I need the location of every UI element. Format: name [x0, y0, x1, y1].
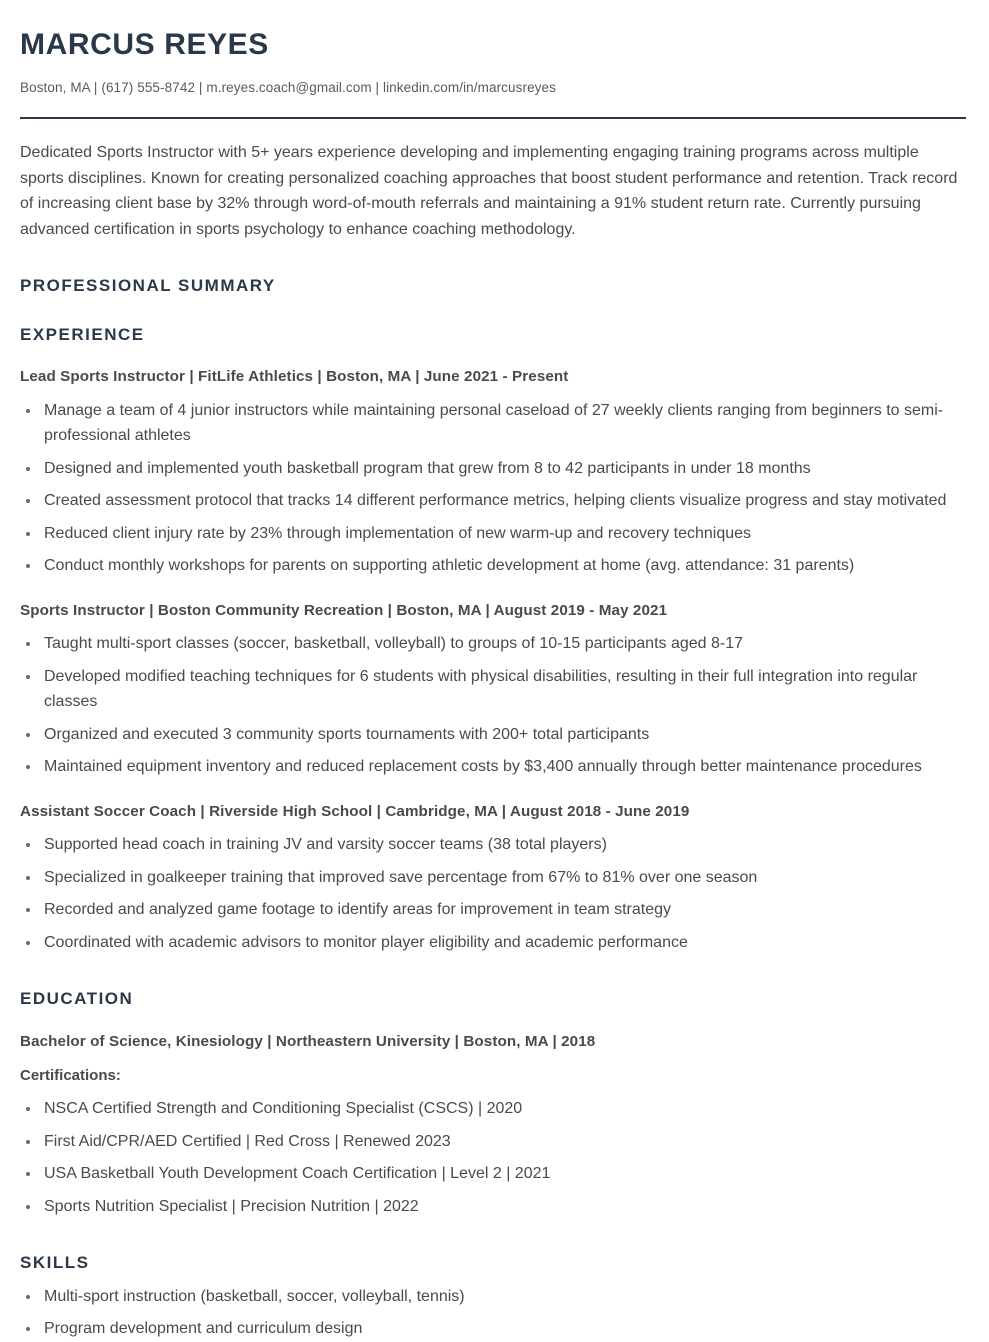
list-item: Program development and curriculum design	[20, 1316, 964, 1342]
experience-entry-title: Lead Sports Instructor | FitLife Athletics | Boston, MA | June 2021 - Present	[20, 368, 569, 386]
list-item: Designed and implemented youth basketball program that grew from 8 to 42 participants in under 18 months	[20, 456, 964, 482]
list-item: Sports Nutrition Specialist | Precision Nutrition | 2022	[20, 1194, 964, 1220]
certifications-label: Certifications:	[20, 1067, 121, 1085]
experience-entry-title: Assistant Soccer Coach | Riverside High School | Cambridge, MA | August 2018 - June 2019	[20, 802, 690, 820]
experience-bullet-list	[20, 398, 966, 579]
experience-entry-title: Sports Instructor | Boston Community Recreation | Boston, MA | August 2019 - May 2021	[20, 601, 668, 619]
list-item: Coordinated with academic advisors to monitor player eligibility and academic performance	[20, 930, 964, 956]
experience-bullet-list	[20, 832, 966, 955]
list-item: Supported head coach in training JV and varsity soccer teams (38 total players)	[20, 832, 964, 858]
list-item: Multi-sport instruction (basketball, soccer, volleyball, tennis)	[20, 1284, 964, 1310]
list-item: Reduced client injury rate by 23% through implementation of new warm-up and recovery techniques	[20, 521, 964, 547]
list-item: Taught multi-sport classes (soccer, basketball, volleyball) to groups of 10-15 participants aged 8-17	[20, 631, 964, 657]
experience-entry	[20, 601, 966, 780]
summary-paragraph: Dedicated Sports Instructor with 5+ years experience developing and implementing engaging training programs across multiple sports disciplines. Known for creating personalized coaching approaches that boost student performance and retention. Track record of increasing client base by 32% through word-of-mouth referrals and maintaining a 91% student return rate. Currently pursuing advanced certification in sports psychology to enhance coaching methodology.	[20, 144, 958, 238]
resume-header	[20, 28, 966, 119]
list-item: Maintained equipment inventory and reduced replacement costs by $3,400 annually through better maintenance procedures	[20, 754, 964, 780]
list-item: USA Basketball Youth Development Coach Certification | Level 2 | 2021	[20, 1161, 964, 1187]
list-item: Developed modified teaching techniques for 6 students with physical disabilities, resulting in their full integration into regular classes	[20, 664, 964, 715]
section-heading-experience: EXPERIENCE	[20, 324, 145, 344]
list-item: Specialized in goalkeeper training that improved save percentage from 67% to 81% over one season	[20, 865, 964, 891]
list-item: Organized and executed 3 community sports tournaments with 200+ total participants	[20, 722, 964, 748]
section-heading-skills: SKILLS	[20, 1253, 90, 1273]
list-item: Manage a team of 4 junior instructors while maintaining personal caseload of 27 weekly clients ranging from beginners to semi-professional athletes	[20, 398, 964, 449]
candidate-name: MARCUS REYES	[20, 28, 269, 61]
list-item: NSCA Certified Strength and Conditioning Specialist (CSCS) | 2020	[20, 1096, 964, 1122]
header-divider	[20, 117, 966, 119]
contact-line: Boston, MA | (617) 555-8742 | m.reyes.coach@gmail.com | linkedin.com/in/marcusreyes	[20, 79, 556, 95]
experience-entry	[20, 802, 966, 956]
experience-bullet-list	[20, 631, 966, 780]
certifications-list	[20, 1096, 966, 1219]
list-item: Created assessment protocol that tracks 14 different performance metrics, helping clients visualize progress and stay motivated	[20, 488, 964, 514]
education-degree: Bachelor of Science, Kinesiology | Northeastern University | Boston, MA | 2018	[20, 1032, 596, 1050]
list-item: Recorded and analyzed game footage to identify areas for improvement in team strategy	[20, 897, 964, 923]
section-heading-education: EDUCATION	[20, 989, 134, 1009]
experience-entry	[20, 367, 966, 579]
list-item: First Aid/CPR/AED Certified | Red Cross | Renewed 2023	[20, 1129, 964, 1155]
skills-list	[20, 1284, 966, 1342]
list-item: Conduct monthly workshops for parents on supporting athletic development at home (avg. attendance: 31 parents)	[20, 553, 964, 579]
section-heading-professional-summary: PROFESSIONAL SUMMARY	[20, 276, 276, 296]
